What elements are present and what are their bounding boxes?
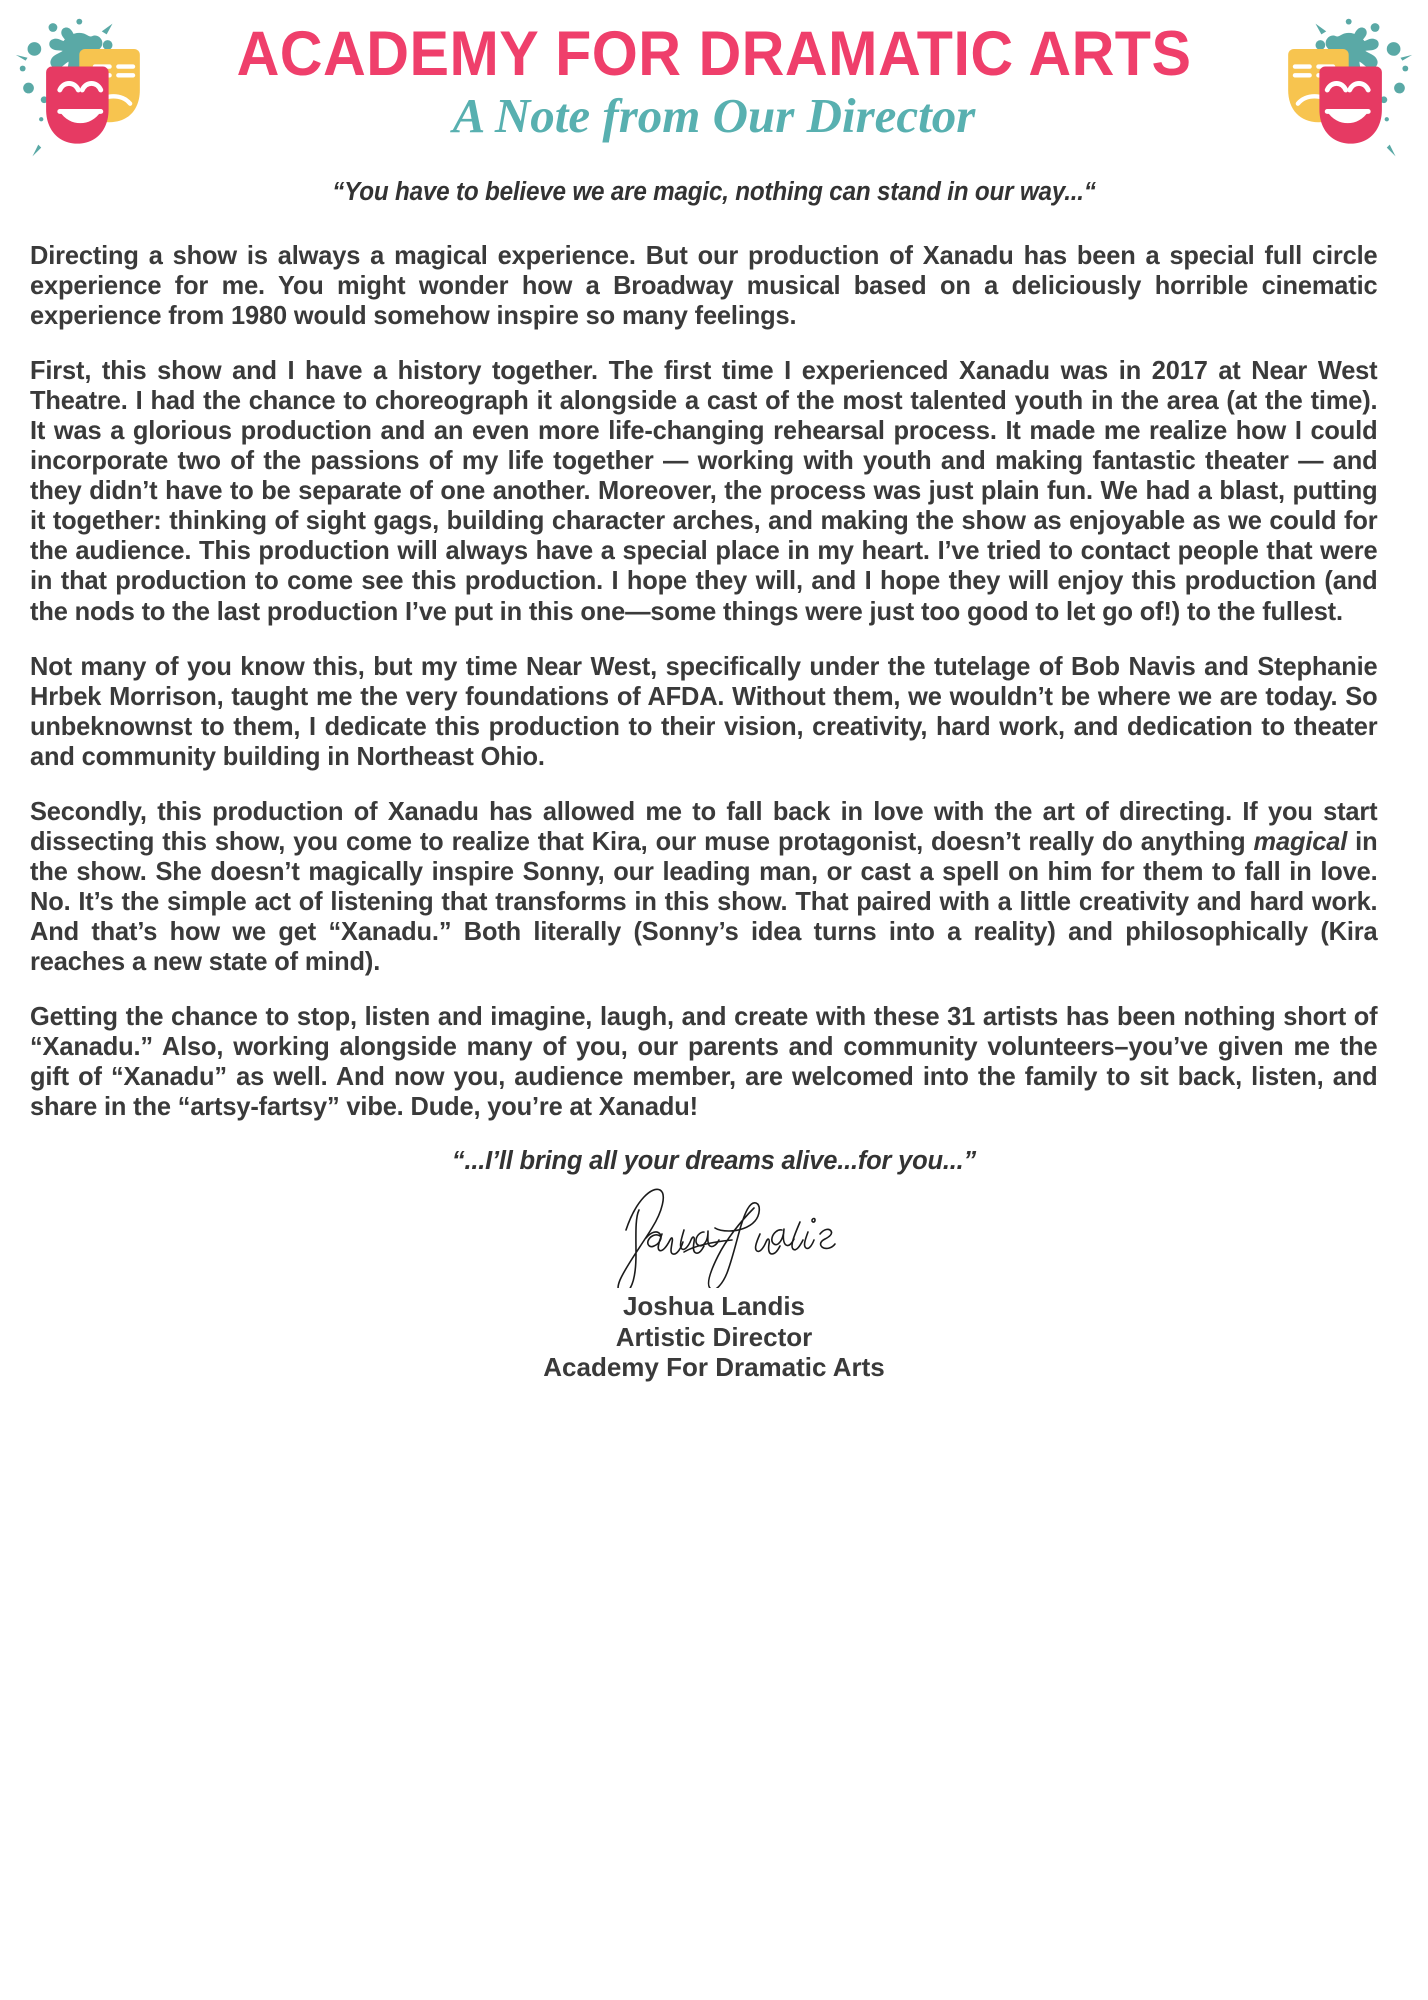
paragraph-2: First, this show and I have a history together. The first time I experienced Xanadu was in 2017 at Near West Theatre. I had the chance to choreograph it alongside a cast of the most talented youth in the area (at the time). It was a glorious production and an even more life-changing rehearsal process. It made me realize how I could incorporate two of the passions of my life together — working with youth and making fantastic theater — and they didn’t have to be separate of one another. Moreover, the process was just plain fun. We had a blast, putting it together: thinking of sight gags, building character arches, and making the show as enjoyable as we could for the audience. This production will always have a special place in my heart. I’ve tried to contact people that were in that production to come see this production. I hope they will, and I hope they will enjoy this production (and the nods to the last production I’ve put in this one—some things were just too good to let go of!) to the fullest.: [30, 357, 1378, 626]
signoff-name: Joshua Landis: [622, 1291, 806, 1322]
signoff-organization: Academy For Dramatic Arts: [543, 1352, 885, 1383]
theater-masks-logo-left: [8, 6, 176, 172]
page-subtitle: A Note from Our Director: [452, 88, 976, 144]
opening-epigraph: “You have to believe we are magic, nothing can stand in our way...“: [332, 178, 1096, 206]
letter-body: [30, 178, 1398, 1382]
page-title: ACADEMY FOR DRAMATIC ARTS: [236, 19, 1192, 89]
closing-quote: “...I’ll bring all your dreams alive...for you...”: [451, 1147, 977, 1176]
paragraph-1: Directing a show is always a magical experience. But our production of Xanadu has been a special full circle experience for me. You might wonder how a Broadway musical based on a deliciously horrible cinematic experience from 1980 would somehow inspire so many feelings.: [30, 242, 1378, 331]
signoff-block: [30, 1291, 1398, 1382]
paragraph-4-part-b: in the show. She doesn’t magically inspire Sonny, our leading man, or cast a spell on him for them to fall in love. No. It’s the simple act of listening that transforms in this show. That paired with a little creativity and hard work. And that’s how we get “Xanadu.” Both literally (Sonny’s idea turns into a reality) and philosophically (Kira reaches a new state of mind).: [30, 827, 1378, 976]
paragraph-3: Not many of you know this, but my time Near West, specifically under the tutelage of Bob Navis and Stephanie Hrbek Morrison, taught me the very foundations of AFDA. Without them, we wouldn’t be where we are today. So unbeknownst to them, I dedicate this production to their vision, creativity, hard work, and dedication to theater and community building in Northeast Ohio.: [30, 652, 1378, 771]
paragraph-5: Getting the chance to stop, listen and imagine, laugh, and create with these 31 artists has been nothing short of “Xanadu.” Also, working alongside many of you, our parents and community volunteers–you’ve given me the gift of “Xanadu” as well. And now you, audience member, are welcomed into the family to sit back, listen, and share in the “artsy-fartsy” vibe. Dude, you’re at Xanadu!: [30, 1003, 1378, 1122]
paragraph-4: [30, 797, 1377, 977]
paragraph-4-emphasis: magical: [1253, 827, 1348, 856]
page-header: [0, 0, 1428, 178]
signoff-role: Artistic Director: [615, 1321, 813, 1352]
header-title-block: [190, 19, 1238, 145]
handwritten-signature-icon: [564, 1178, 864, 1288]
paragraph-4-part-a: Secondly, this production of Xanadu has allowed me to fall back in love with the art of directing. If you start dissecting this show, you come to realize that Kira, our muse protagonist, doesn’t really do anything: [30, 797, 1378, 856]
signature-block: [30, 1178, 1398, 1293]
theater-masks-logo-right: [1252, 6, 1420, 172]
